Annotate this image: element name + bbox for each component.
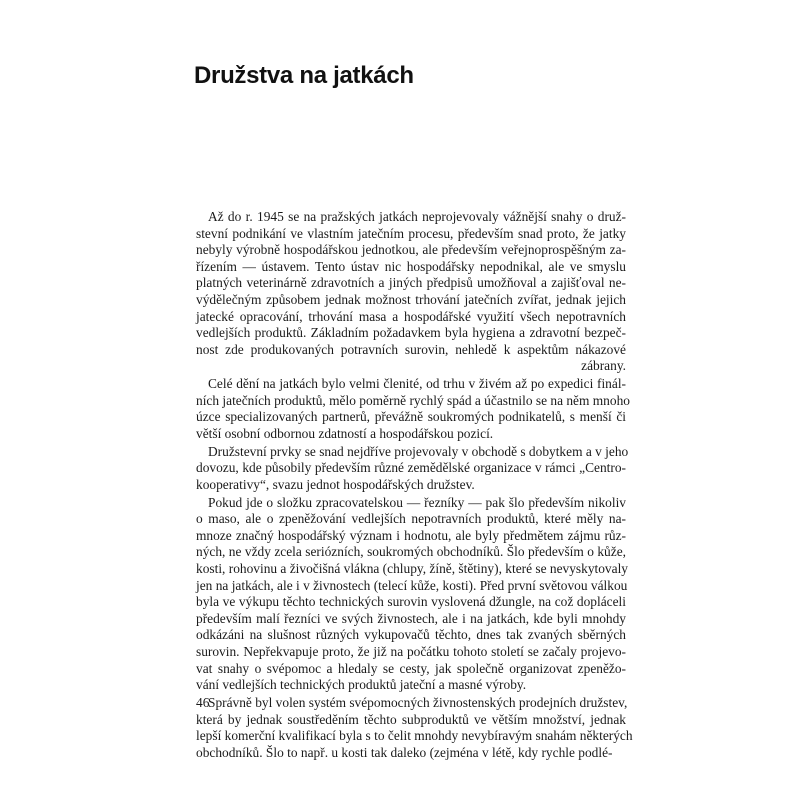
text-line: kooperativy“, svazu jednot hospodářských družstev. bbox=[196, 476, 475, 492]
text-line: Družstevní prvky se snad nejdříve projevovaly v obchodě s dobytkem a v jeho bbox=[208, 443, 629, 459]
text-line: nost zde produkovaných potravních surovin, nehledě k aspektům nákazové bbox=[196, 341, 626, 357]
text-line: úzce specializovaných partnerů, převážně soukromých podnikatelů, s menší či bbox=[196, 409, 626, 425]
text-line: Celé dění na jatkách bylo velmi členité, od trhu v živém až po expedici finál- bbox=[208, 376, 626, 392]
text-line: Pokud jde o složku zpracovatelskou — řezníky — pak šlo především nikoliv bbox=[208, 494, 626, 510]
page-number: 46 bbox=[196, 695, 210, 710]
paragraph bbox=[196, 209, 626, 375]
text-line: zábrany. bbox=[581, 358, 626, 374]
paragraph bbox=[196, 443, 629, 494]
text-line: kosti, rohovinu a živočišná vlákna (chlupy, žíně, štětiny), které se nevyskytovaly bbox=[196, 561, 628, 577]
paragraph bbox=[196, 694, 633, 761]
text-line: vání vedlejších technických produktů jateční a masné výroby. bbox=[196, 677, 527, 693]
text-line: dovozu, kde působily především různé zemědělské organizace v rámci „Centro- bbox=[196, 460, 626, 476]
text-line: vedlejších produktů. Základním požadavkem byla hygiena a zdravotní bezpeč- bbox=[196, 325, 626, 341]
paragraph bbox=[196, 495, 626, 694]
page-title: Družstva na jatkách bbox=[194, 62, 414, 89]
text-line: o maso, ale o zpeněžování vedlejších nepotravních produktů, které měly na- bbox=[196, 511, 626, 527]
text-line: která by jednak soustředěním těchto subproduktů ve větším množství, jednak bbox=[196, 711, 626, 727]
text-line: byla ve výkupu těchto technických surovin vyslovená džungle, na což dopláceli bbox=[196, 594, 626, 610]
text-line: stevní podnikání ve vlastním jatečním procesu, především snad proto, že jatky bbox=[196, 225, 626, 241]
text-line: nebyly výrobně hospodářskou jednotkou, ale především veřejnoprospěšným za- bbox=[196, 242, 626, 258]
text-line: platných veterinárně zdravotních a jiných předpisů umožňoval a zajišťoval ne- bbox=[196, 275, 626, 291]
body-text bbox=[196, 209, 633, 761]
text-line: větší osobní odbornou zdatností a hospodářskou pozicí. bbox=[196, 425, 494, 441]
text-line: ních jatečních produktů, mělo poměrně rychlý spád a účastnilo se na něm mnoho bbox=[196, 392, 630, 408]
text-line: jen na jatkách, ale i v živnostech (telecí kůže, kosti). Před první světovou válkou bbox=[196, 577, 628, 593]
text-line: především malí řezníci ve svých živnostech, ale i na jatkách, kde byli mnohdy bbox=[196, 610, 626, 626]
text-line: surovin. Nepřekvapuje proto, že již na počátku tohoto století se začaly projevo- bbox=[196, 644, 626, 659]
text-line: obchodníků. Šlo to např. u kosti tak daleko (zejména v létě, kdy rychle podlé- bbox=[196, 744, 613, 760]
text-line: vat snahy o svépomoc a hledaly se cesty, jak společně organizovat zpeněžo- bbox=[196, 660, 626, 676]
paragraph bbox=[196, 376, 630, 442]
text-line: lepší komerční kvalifikací byla s to čelit mnohdy nevybíravým snahám některých bbox=[196, 728, 633, 744]
text-line: mnoze značný hospodářský význam i hodnotu, ale byly předmětem zájmu růz- bbox=[196, 527, 626, 543]
text-line: Až do r. 1945 se na pražských jatkách neprojevovaly vážnější snahy o druž- bbox=[208, 209, 626, 224]
text-line: odkázáni na slušnost různých vykupovačů těchto, dnes tak zvaných sběrných bbox=[196, 627, 626, 643]
text-line: výdělečným způsobem jednak možnost trhování jatečních zvířat, jednak jejich bbox=[196, 291, 626, 307]
text-line: Správně byl volen systém svépomocných živnostenských prodejních družstev, bbox=[208, 694, 628, 710]
text-line: jatecké opracování, trhování masa a hospodářské využití všech nepotravních bbox=[196, 308, 626, 324]
text-line: řízením — ústavem. Tento ústav nic hospodářsky nepodnikal, ale ve smyslu bbox=[196, 258, 626, 274]
text-line: ných, ne vždy zcela seriózních, soukromých obchodníků. Šlo především o kůže, bbox=[196, 544, 626, 560]
